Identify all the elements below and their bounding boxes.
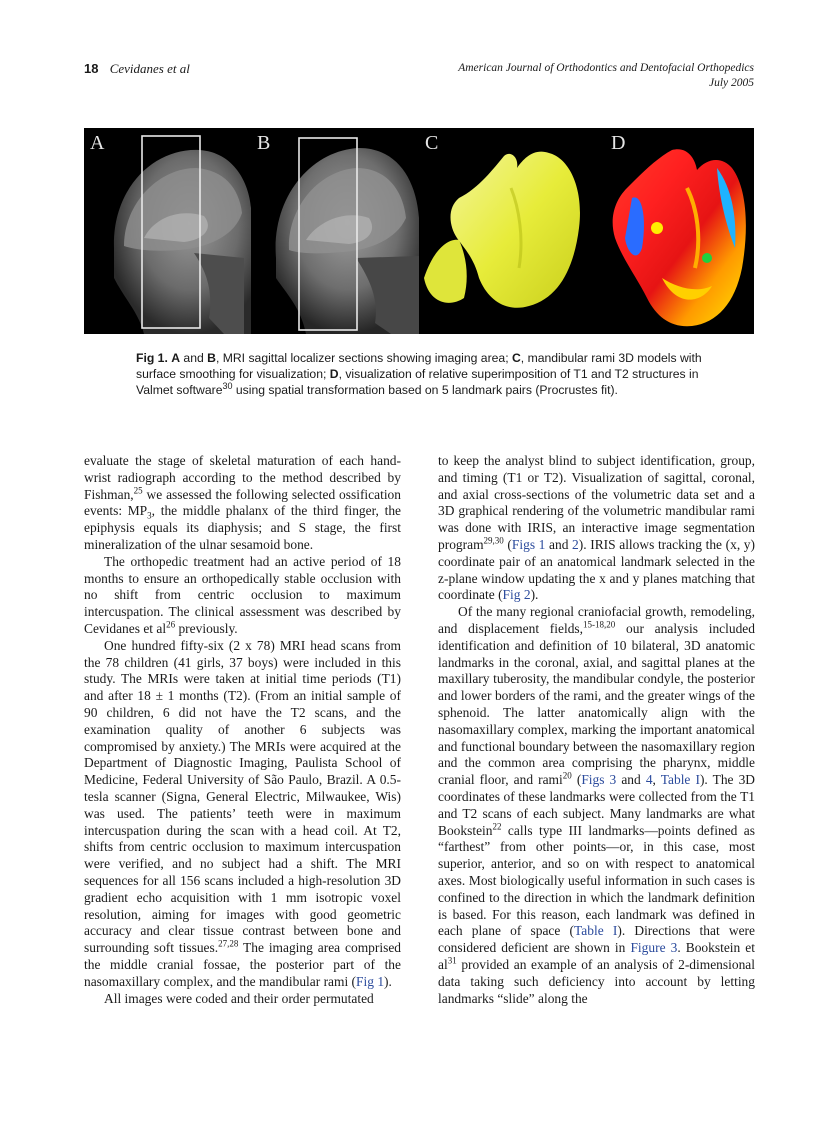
panel-label-b: B bbox=[257, 132, 271, 154]
figure-link[interactable]: Fig 2 bbox=[502, 587, 531, 603]
paragraph: to keep the analyst blind to subject identification, group, and timing (T1 or T2). Visualization of sagittal, coronal, and axial cross-sections of the volumetric data set and a 3D graphical rendering of the volumetric mandibular rami was done with IRIS, an interactive image segmentation program$^{29,30}$ (Figs 1 and 2). IRIS allows tracking the (x, y) coordinate pair of an anatomical landmark selected in the z-plane window updating the x and y planes matching that coordinate (Fig 2). bbox=[438, 453, 755, 603]
paragraph: evaluate the stage of skeletal maturation of each hand-wrist radiograph according to the method described by Fishman,$^{25}$ we assessed the following selected ossification events: $MP_3$, the middle phalanx of the third finger, the epiphysis equals its diaphysis; and S stage, the first mineralization of the ulnar sesamoid bone. bbox=[84, 453, 402, 552]
page-number: 18 bbox=[84, 61, 99, 76]
running-authors: Cevidanes et al bbox=[109, 61, 190, 76]
figure-1 bbox=[84, 128, 754, 334]
running-header-left bbox=[84, 61, 190, 77]
figure-link[interactable]: Figure 3 bbox=[630, 940, 678, 956]
figure-caption: Fig 1. A and B, MRI sagittal localizer sections showing imaging area; C, mandibular rami 3D models with surface smoothing for visualization; D, visualization of relative superimposition of T1 and T2 structures in Valmet software$^{30}$ using spatial transformation based on 5 landmark pairs (Procrustes fit). bbox=[136, 351, 702, 397]
running-header-right bbox=[458, 61, 754, 91]
figure-link[interactable]: Fig 1 bbox=[356, 973, 385, 989]
panel-a-mri-image bbox=[84, 128, 251, 334]
issue-date: July 2005 bbox=[708, 77, 754, 89]
journal-title: American Journal of Orthodontics and Dentofacial Orthopedics bbox=[458, 62, 754, 74]
paragraph: One hundred fifty-six (2 x 78) MRI head scans from the 78 children (41 girls, 37 boys) were included in this study. The MRIs were taken at initial time periods (T1) and after 18 ± 1 months (T2). (From an initial sample of 90 children, 6 did not have the T2 scans, and the examination quality of another 6 subjects was compromised by anxiety.) The MRIs were acquired at the Department of Diagnostic Imaging, Paulista School of Medicine, Federal University of São Paulo, Brazil. A 0.5-tesla scanner (Signa, General Electric, Milwaukee, Wis) was used. The patients’ teeth were in maximum intercuspation during the scan with a head coil. At T2, shifts from centric occlusion to maximum intercuspation were verified, and no subject had a shift. The MRI sequences for all 156 scans included a high-resolution 3D gradient echo acquisition with 1 mm isotropic voxel resolution, aiming for images with good geometric accuracy and clear tissue contrast between bone and surrounding soft tissues.$^{27,28}$ The imaging area comprised the middle cranial fossae, the posterior part of the nasomaxillary complex, and the mandibular rami (Fig 1). bbox=[84, 637, 402, 989]
body-column-right bbox=[438, 453, 755, 1007]
panel-b-mri-image bbox=[251, 128, 419, 334]
panel-label-d: D bbox=[611, 132, 626, 154]
figure-link[interactable]: 2 bbox=[572, 536, 579, 552]
figure-link[interactable]: 4 bbox=[645, 772, 653, 788]
body-column-left bbox=[84, 453, 401, 1007]
paragraph: Of the many regional craniofacial growth, remodeling, and displacement fields,$^{15-18,20}$ our analysis included identification and definition of 10 bilateral, 3D anatomic landmarks in the coronal, axial, and sagittal planes at the maxillary tuberosity, the mandibular condyle, the posterior and lower borders of the rami, and the greater wings of the sphenoid. The latter anatomically align with the nasomaxillary complex, marking the important anatomical and functional boundary between the nasomaxillary region and the common area comprising the pharynx, middle cranial floor, and rami$^{20}$ (Figs 3 and 4, Table I). The 3D coordinates of these landmarks were collected from the T1 and T2 scans of each subject. Many landmarks are what Bookstein$^{22}$ calls type III landmarks—points defined as “farthest” from other points—or, in this case, most superior, anterior, and so on with respect to anatomical axes. Most biologically useful information in such cases is confined to the direction in which the landmark definition is based. For this reason, each landmark was defined in each plane of space (Table I). Directions that were considered deficient are shown in Figure 3. Bookstein et $al^{31}$ provided an example of an analysis of 2-dimensional data taking such deficiency into account by letting landmarks “slide” along the bbox=[438, 604, 756, 1006]
panel-c-rami-model bbox=[419, 128, 587, 334]
caption-label: Fig 1. bbox=[136, 351, 168, 365]
panel-label-c: C bbox=[425, 132, 439, 154]
figure-link[interactable]: Figs 1 bbox=[511, 536, 546, 552]
panel-label-a: A bbox=[90, 132, 105, 154]
panel-d-superimposition bbox=[587, 128, 754, 334]
table-link[interactable]: Table I bbox=[660, 772, 700, 788]
figure-link[interactable]: Figs 3 bbox=[581, 772, 617, 788]
paragraph: The orthopedic treatment had an active period of 18 months to ensure an orthopedically stable occlusion with no shift from centric occlusion to maximum intercuspation. The clinical assessment was described by Cevidanes et $al^{26}$ previously. bbox=[84, 553, 401, 636]
table-link[interactable]: Table I bbox=[574, 923, 618, 939]
paragraph: All images were coded and their order permutated bbox=[104, 990, 374, 1006]
